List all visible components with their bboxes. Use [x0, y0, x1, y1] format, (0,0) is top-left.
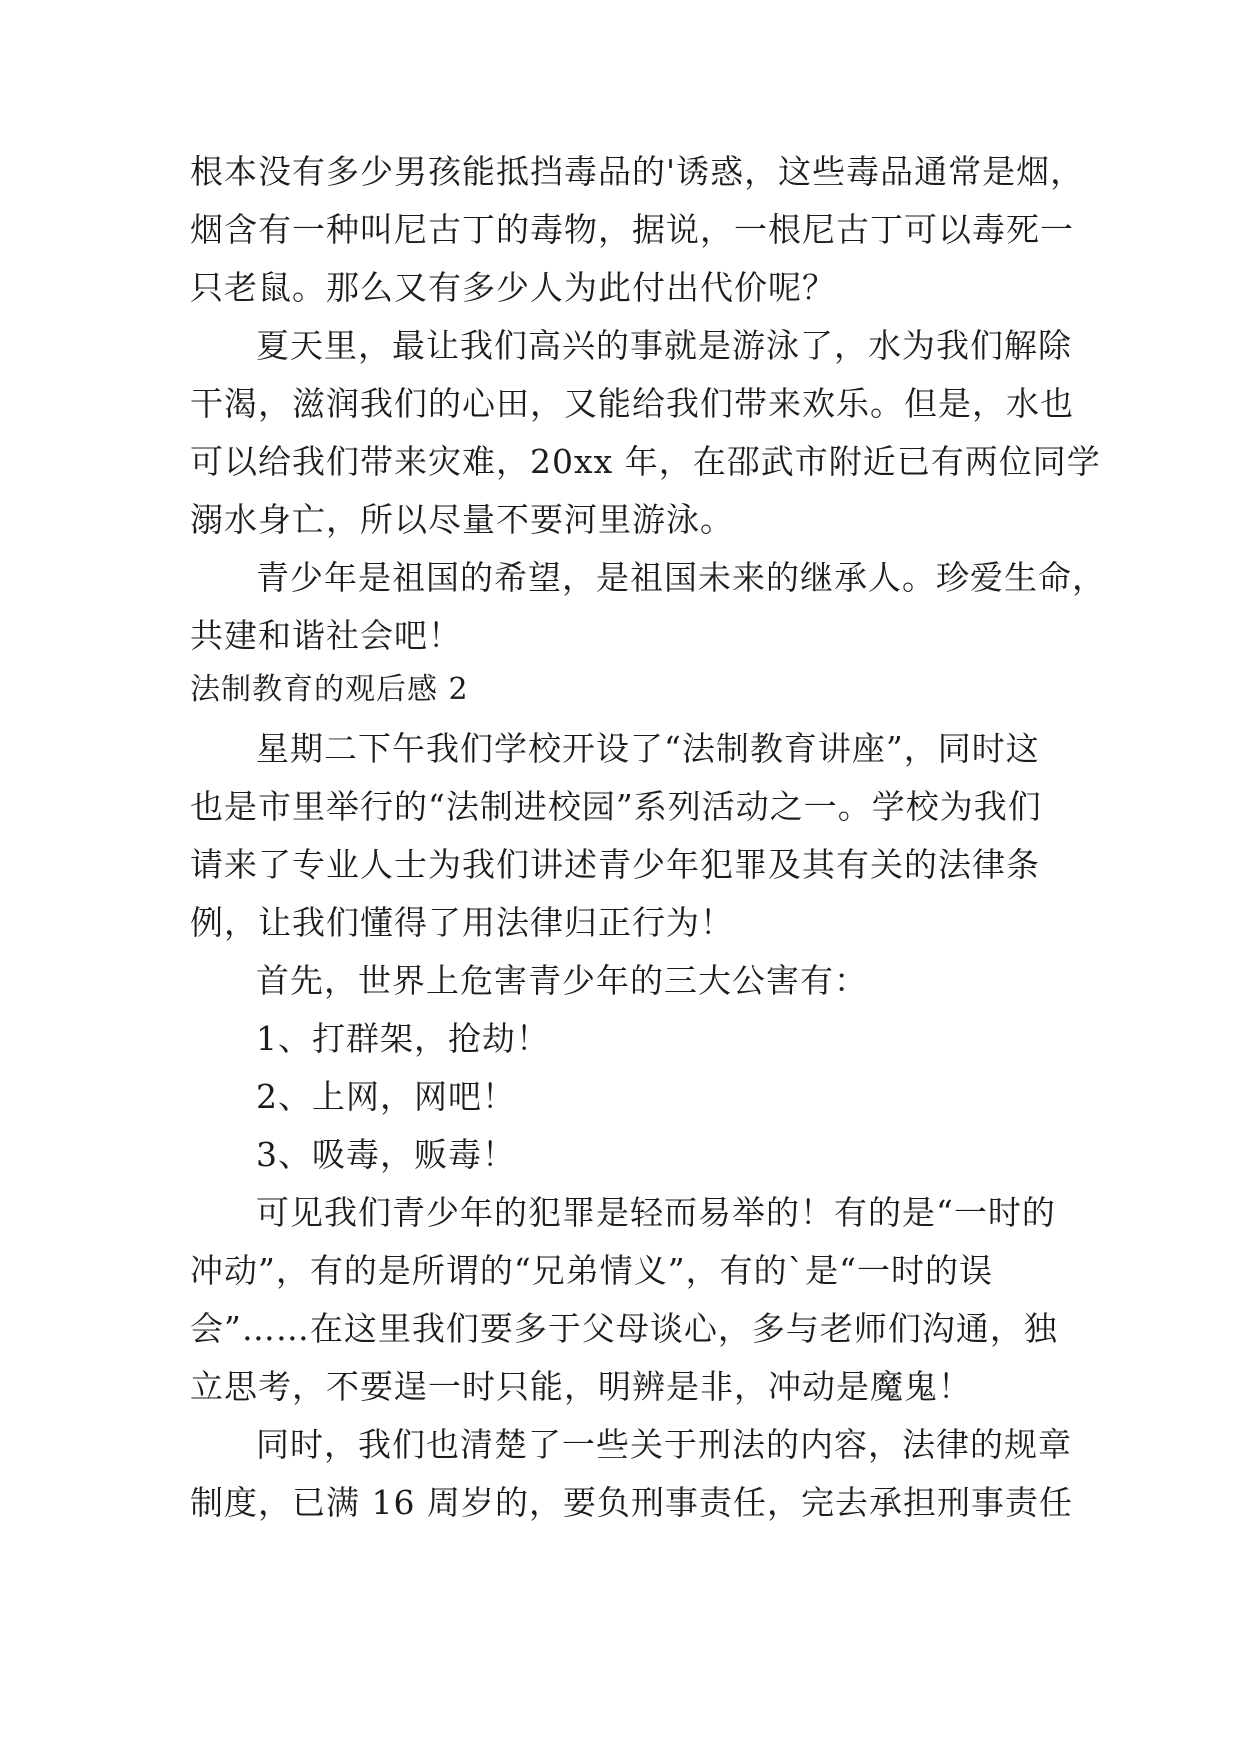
paragraph-line: 溺水身亡，所以尽量不要河里游泳。: [190, 500, 734, 539]
paragraph-line: 共建和谐社会吧！: [190, 616, 462, 655]
paragraph-line: 请来了专业人士为我们讲述青少年犯罪及其有关的法律条: [190, 845, 1040, 884]
paragraph-line: 制度，已满 16 周岁的，要负刑事责任，完去承担刑事责任: [190, 1483, 1073, 1522]
paragraph-line: 会”……在这里我们要多于父母谈心，多与老师们沟通，独: [190, 1309, 1058, 1348]
paragraph-line: 干渴，滋润我们的心田，又能给我们带来欢乐。但是，水也: [190, 384, 1074, 423]
paragraph-line: 首先，世界上危害青少年的三大公害有：: [256, 961, 868, 1000]
paragraph-line: 可以给我们带来灾难，20xx 年，在邵武市附近已有两位同学: [190, 442, 1101, 481]
paragraph-line: 同时，我们也清楚了一些关于刑法的内容，法律的规章: [256, 1425, 1072, 1464]
list-item: 3、吸毒，贩毒！: [256, 1135, 516, 1174]
paragraph-line: 夏天里，最让我们高兴的事就是游泳了，水为我们解除: [256, 326, 1072, 365]
paragraph-line: 可见我们青少年的犯罪是轻而易举的！有的是“一时的: [256, 1193, 1056, 1232]
paragraph-line: 青少年是祖国的希望，是祖国未来的继承人。珍爱生命，: [256, 558, 1106, 597]
list-item: 2、上网，网吧！: [256, 1077, 516, 1116]
paragraph-line: 根本没有多少男孩能抵挡毒品的'诱惑，这些毒品通常是烟，: [190, 152, 1085, 191]
paragraph-line: 立思考，不要逞一时只能，明辨是非，冲动是魔鬼！: [190, 1367, 972, 1406]
paragraph-line: 例，让我们懂得了用法律归正行为！: [190, 903, 734, 942]
section-heading: 法制教育的观后感 2: [190, 672, 469, 707]
paragraph-line: 只老鼠。那么又有多少人为此付出代价呢？: [190, 268, 836, 307]
paragraph-line: 冲动”，有的是所谓的“兄弟情义”，有的`是“一时的误: [190, 1251, 993, 1290]
paragraph-line: 烟含有一种叫尼古丁的毒物，据说，一根尼古丁可以毒死一: [190, 210, 1074, 249]
paragraph-line: 也是市里举行的“法制进校园”系列活动之一。学校为我们: [190, 787, 1042, 826]
paragraph-line: 星期二下午我们学校开设了“法制教育讲座”，同时这: [256, 729, 1040, 768]
list-item: 1、打群架，抢劫！: [256, 1019, 550, 1058]
